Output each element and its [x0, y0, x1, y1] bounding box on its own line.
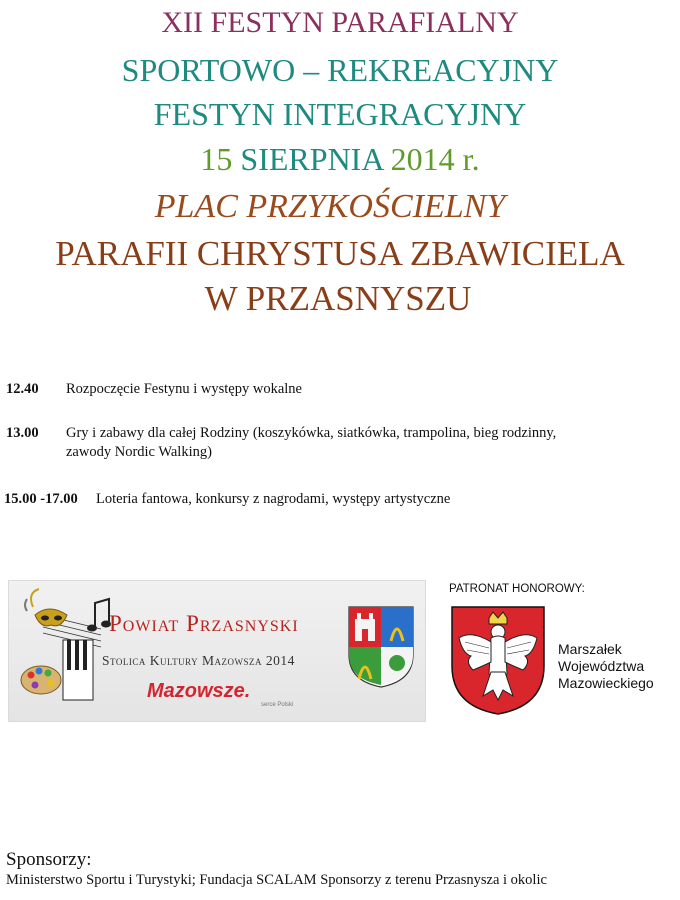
title-festival: XII FESTYN PARAFIALNY [161, 6, 519, 39]
mazowsze-logo: Mazowsze. [147, 680, 251, 702]
place-parish: PARAFII CHRYSTUSA ZBAWICIELA [55, 234, 625, 273]
patronat-line: Mazowieckiego [558, 675, 654, 691]
schedule-item [6, 424, 666, 462]
place-town: W PRZASNYSZU [204, 279, 472, 318]
schedule-time: 13.00 [6, 425, 39, 441]
schedule-text: Rozpoczęcie Festynu i występy wokalne [66, 381, 302, 397]
white-eagle-emblem-icon [449, 604, 547, 716]
patronat-line: Marszałek [558, 641, 622, 657]
schedule-time: 15.00 -17.00 [4, 491, 78, 507]
place-square: PLAC PRZYKOŚCIELNY [154, 188, 506, 225]
schedule-text: Loteria fantowa, konkursy z nagrodami, występy artystyczne [96, 491, 451, 507]
schedule-text-continued: zawody Nordic Walking) [66, 444, 212, 460]
schedule-text: Gry i zabawy dla całej Rodziny (koszykówka, siatkówka, trampolina, bieg rodzinny, [66, 425, 557, 441]
powiat-banner [8, 580, 426, 722]
event-date [0, 143, 680, 175]
schedule-item [6, 380, 302, 399]
coat-of-arms-icon [347, 605, 415, 689]
patronat-line: Województwa [558, 658, 645, 674]
date-day: 15 [200, 141, 233, 177]
banner-title: Powiat Przasnyski [109, 611, 299, 636]
mazowsze-tagline: serce Polski [261, 702, 294, 708]
schedule-item [4, 490, 450, 509]
title-sport-recreation: SPORTOWO – REKREACYJNY [121, 52, 559, 88]
sponsors-heading: Sponsorzy: [6, 849, 92, 870]
date-year: 2014 r. [390, 141, 480, 177]
banner-subtitle: Stolica Kultury Mazowsza 2014 [102, 653, 295, 668]
date-month: SIERPNIA [240, 141, 383, 177]
schedule-time: 12.40 [6, 381, 39, 397]
sponsors-list: Ministerstwo Sportu i Turystyki; Fundacja SCALAM Sponsorzy z terenu Przasnysza i okolic [6, 872, 547, 888]
patronat-label: PATRONAT HONOROWY: [449, 583, 585, 595]
patronat-name [558, 641, 654, 692]
title-integration: FESTYN INTEGRACYJNY [153, 96, 527, 132]
